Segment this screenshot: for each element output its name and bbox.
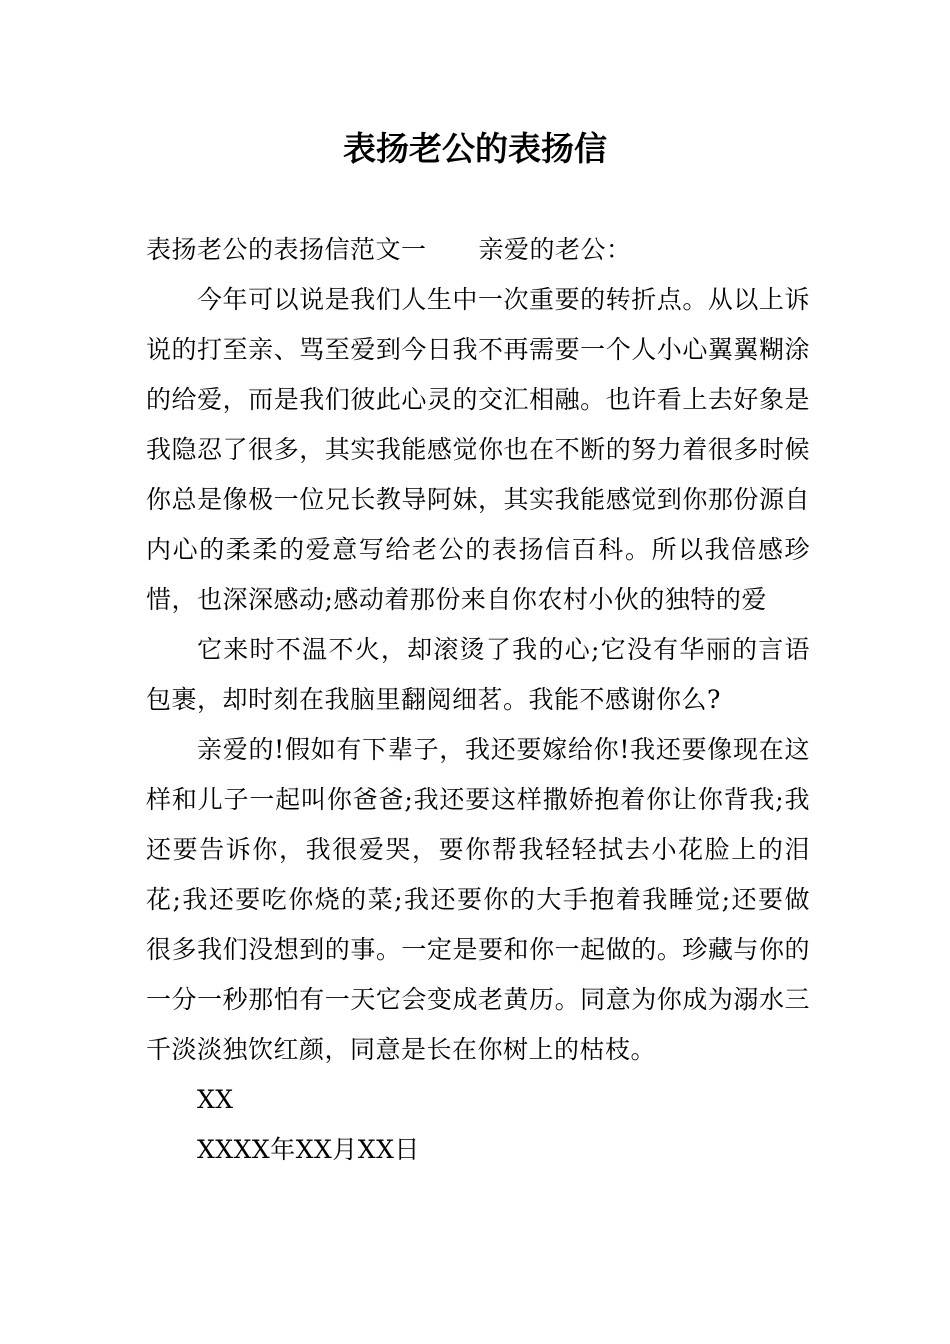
paragraph-1: 今年可以说是我们人生中一次重要的转折点。从以上诉说的打至亲、骂至爱到今日我不再需要一个人小心翼翼糊涂的给爱，而是我们彼此心灵的交汇相融。也许看上去好象是我隐忍了很多，其实我能感觉你也在不断的努力着很多时候你总是像极一位兄长教导阿妹，其实我能感觉到你那份源自内心的柔柔的爱意写给老公的表扬信百科。所以我倍感珍惜，也深深感动;感动着那份来自你农村小伙的独特的爱 <box>146 285 810 614</box>
intro-heading: 表扬老公的表扬信范文一 <box>146 235 427 264</box>
letter-date: XXXX年XX月XX日 <box>197 1135 420 1164</box>
intro-line <box>146 225 810 275</box>
paragraph-2: 它来时不温不火，却滚烫了我的心;它没有华丽的言语包裹，却时刻在我脑里翻阅细茗。我能不感谢你么? <box>146 635 810 714</box>
letter-body <box>146 225 810 1175</box>
page-title: 表扬老公的表扬信 <box>343 129 607 168</box>
signature: XX <box>197 1085 234 1114</box>
paragraph-3: 亲爱的!假如有下辈子，我还要嫁给你!我还要像现在这样和儿子一起叫你爸爸;我还要这样撒娇抱着你让你背我;我还要告诉你，我很爱哭，要你帮我轻轻拭去小花脸上的泪花;我还要吃你烧的菜;我还要你的大手抱着我睡觉;还要做很多我们没想到的事。一定是要和你一起做的。珍藏与你的一分一秒那怕有一天它会变成老黄历。同意为你成为溺水三千淡淡独饮红颜，同意是长在你树上的枯枝。 <box>146 735 810 1064</box>
salutation: 亲爱的老公： <box>478 235 632 264</box>
